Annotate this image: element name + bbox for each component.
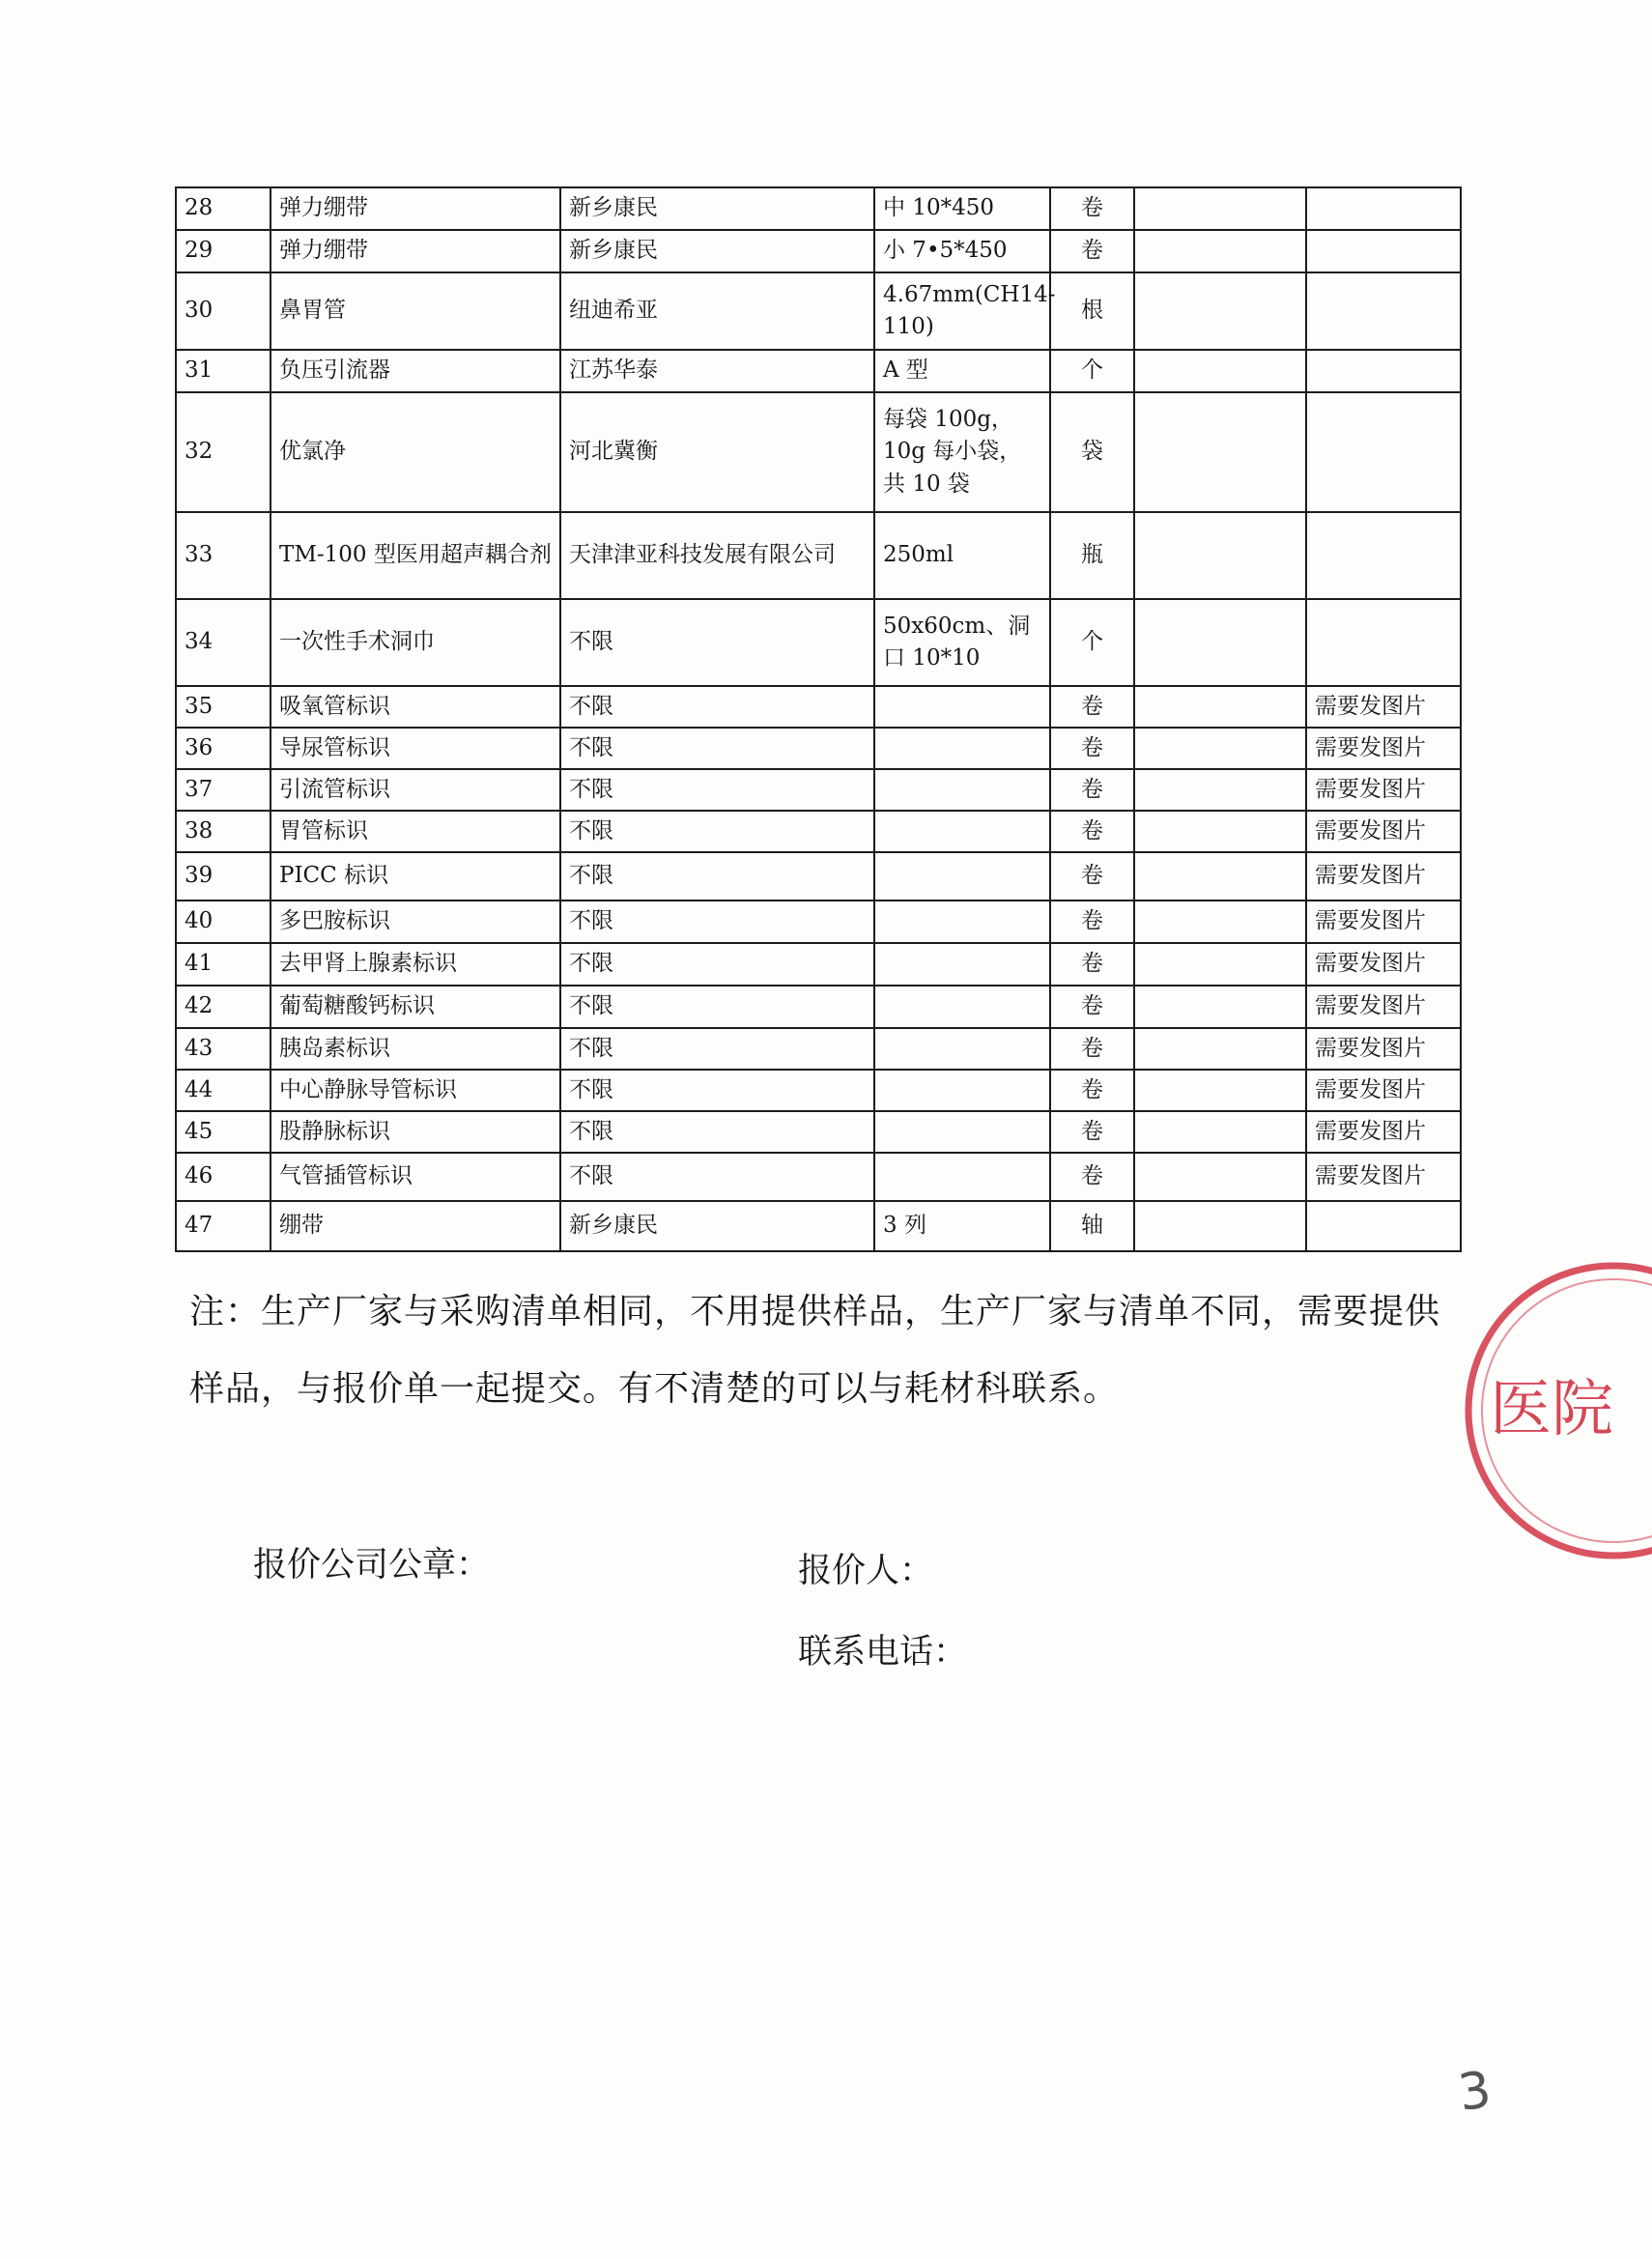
unit: 卷	[1050, 943, 1134, 986]
row-number: 29	[176, 230, 271, 272]
specification	[874, 901, 1050, 943]
manufacturer: 新乡康民	[560, 230, 874, 272]
specification	[874, 1028, 1050, 1070]
item-name: 绷带	[271, 1201, 560, 1251]
specification	[874, 769, 1050, 811]
remark: 需要发图片	[1306, 1111, 1461, 1153]
manufacturer: 不限	[560, 852, 874, 901]
specification	[874, 728, 1050, 769]
price-cell	[1134, 811, 1306, 852]
remark: 需要发图片	[1306, 769, 1461, 811]
remark	[1306, 392, 1461, 512]
manufacturer: 新乡康民	[560, 1201, 874, 1251]
price-cell	[1134, 187, 1306, 230]
row-number: 38	[176, 811, 271, 852]
remark	[1306, 350, 1461, 392]
unit: 卷	[1050, 1111, 1134, 1153]
company-seal-label: 报价公司公章：	[253, 1546, 491, 1585]
table-row	[176, 852, 1461, 901]
specification: 250ml	[874, 512, 1050, 599]
table-row	[176, 1111, 1461, 1153]
unit: 袋	[1050, 392, 1134, 512]
unit: 根	[1050, 272, 1134, 350]
price-cell	[1134, 1201, 1306, 1251]
price-cell	[1134, 986, 1306, 1028]
quoter-label: 报价人：	[798, 1552, 934, 1590]
manufacturer: 天津津亚科技发展有限公司	[560, 512, 874, 599]
price-cell	[1134, 686, 1306, 728]
table-row	[176, 350, 1461, 392]
remark	[1306, 1201, 1461, 1251]
stamp-text: 医院	[1490, 1374, 1613, 1445]
unit: 卷	[1050, 852, 1134, 901]
row-number: 40	[176, 901, 271, 943]
table-row	[176, 1028, 1461, 1070]
table-row	[176, 230, 1461, 272]
unit: 个	[1050, 599, 1134, 686]
manufacturer: 不限	[560, 1028, 874, 1070]
unit: 卷	[1050, 769, 1134, 811]
row-number: 35	[176, 686, 271, 728]
phone-label: 联系电话：	[798, 1633, 968, 1672]
price-cell	[1134, 1111, 1306, 1153]
price-cell	[1134, 230, 1306, 272]
table-row	[176, 599, 1461, 686]
item-name: 葡萄糖酸钙标识	[271, 986, 560, 1028]
table-row	[176, 392, 1461, 512]
price-cell	[1134, 599, 1306, 686]
item-name: 吸氧管标识	[271, 686, 560, 728]
table-row	[176, 272, 1461, 350]
manufacturer: 不限	[560, 728, 874, 769]
item-name: 导尿管标识	[271, 728, 560, 769]
materials-table	[175, 186, 1462, 1252]
row-number: 39	[176, 852, 271, 901]
price-cell	[1134, 1028, 1306, 1070]
item-name: 优氯净	[271, 392, 560, 512]
manufacturer: 纽迪希亚	[560, 272, 874, 350]
manufacturer: 不限	[560, 599, 874, 686]
row-number: 41	[176, 943, 271, 986]
table-row	[176, 943, 1461, 986]
row-number: 36	[176, 728, 271, 769]
page-number: 3	[1454, 2060, 1495, 2124]
remark: 需要发图片	[1306, 901, 1461, 943]
item-name: 中心静脉导管标识	[271, 1070, 560, 1111]
item-name: TM-100 型医用超声耦合剂	[271, 512, 560, 599]
price-cell	[1134, 272, 1306, 350]
manufacturer: 不限	[560, 1111, 874, 1153]
specification: 中 10*450	[874, 187, 1050, 230]
price-cell	[1134, 728, 1306, 769]
remark	[1306, 187, 1461, 230]
remark	[1306, 512, 1461, 599]
table-row	[176, 728, 1461, 769]
row-number: 37	[176, 769, 271, 811]
table-row	[176, 1153, 1461, 1201]
item-name: PICC 标识	[271, 852, 560, 901]
item-name: 气管插管标识	[271, 1153, 560, 1201]
specification: 小 7•5*450	[874, 230, 1050, 272]
specification: 3 列	[874, 1201, 1050, 1251]
price-cell	[1134, 852, 1306, 901]
specification	[874, 943, 1050, 986]
specification	[874, 686, 1050, 728]
table-row	[176, 512, 1461, 599]
remark: 需要发图片	[1306, 1028, 1461, 1070]
specification	[874, 1111, 1050, 1153]
item-name: 去甲肾上腺素标识	[271, 943, 560, 986]
item-name: 弹力绷带	[271, 187, 560, 230]
specification: 4.67mm(CH14-110)	[874, 272, 1050, 350]
table-row	[176, 769, 1461, 811]
unit: 卷	[1050, 811, 1134, 852]
unit: 卷	[1050, 686, 1134, 728]
specification: 每袋 100g，10g 每小袋，共 10 袋	[874, 392, 1050, 512]
unit: 卷	[1050, 728, 1134, 769]
unit: 卷	[1050, 230, 1134, 272]
row-number: 47	[176, 1201, 271, 1251]
row-number: 28	[176, 187, 271, 230]
remark: 需要发图片	[1306, 852, 1461, 901]
stamp-seal-icon	[1420, 1275, 1652, 1565]
unit: 卷	[1050, 986, 1134, 1028]
row-number: 30	[176, 272, 271, 350]
item-name: 引流管标识	[271, 769, 560, 811]
price-cell	[1134, 901, 1306, 943]
manufacturer: 江苏华泰	[560, 350, 874, 392]
price-cell	[1134, 350, 1306, 392]
manufacturer: 不限	[560, 1070, 874, 1111]
unit: 轴	[1050, 1201, 1134, 1251]
row-number: 34	[176, 599, 271, 686]
item-name: 鼻胃管	[271, 272, 560, 350]
unit: 卷	[1050, 187, 1134, 230]
table-row	[176, 901, 1461, 943]
specification	[874, 852, 1050, 901]
specification	[874, 811, 1050, 852]
remark: 需要发图片	[1306, 986, 1461, 1028]
price-cell	[1134, 769, 1306, 811]
item-name: 股静脉标识	[271, 1111, 560, 1153]
item-name: 负压引流器	[271, 350, 560, 392]
manufacturer: 河北冀衡	[560, 392, 874, 512]
manufacturer: 不限	[560, 943, 874, 986]
row-number: 43	[176, 1028, 271, 1070]
price-cell	[1134, 943, 1306, 986]
row-number: 44	[176, 1070, 271, 1111]
item-name: 胃管标识	[271, 811, 560, 852]
manufacturer: 不限	[560, 1153, 874, 1201]
hospital-stamp	[1420, 1275, 1652, 1565]
unit: 卷	[1050, 1028, 1134, 1070]
item-name: 一次性手术洞巾	[271, 599, 560, 686]
remark: 需要发图片	[1306, 728, 1461, 769]
table-row	[176, 986, 1461, 1028]
remark	[1306, 230, 1461, 272]
manufacturer: 不限	[560, 986, 874, 1028]
table-row	[176, 187, 1461, 230]
remark: 需要发图片	[1306, 811, 1461, 852]
specification	[874, 1153, 1050, 1201]
table-row	[176, 686, 1461, 728]
unit: 卷	[1050, 901, 1134, 943]
table-row	[176, 1070, 1461, 1111]
specification	[874, 1070, 1050, 1111]
manufacturer: 不限	[560, 769, 874, 811]
manufacturer: 新乡康民	[560, 187, 874, 230]
remark	[1306, 272, 1461, 350]
row-number: 32	[176, 392, 271, 512]
table-row	[176, 811, 1461, 852]
table-row	[176, 1201, 1461, 1251]
table-body	[176, 187, 1461, 1251]
price-cell	[1134, 1153, 1306, 1201]
row-number: 45	[176, 1111, 271, 1153]
item-name: 胰岛素标识	[271, 1028, 560, 1070]
unit: 瓶	[1050, 512, 1134, 599]
remark	[1306, 599, 1461, 686]
item-name: 弹力绷带	[271, 230, 560, 272]
specification	[874, 986, 1050, 1028]
item-name: 多巴胺标识	[271, 901, 560, 943]
row-number: 42	[176, 986, 271, 1028]
remark: 需要发图片	[1306, 686, 1461, 728]
price-cell	[1134, 1070, 1306, 1111]
remark: 需要发图片	[1306, 1153, 1461, 1201]
row-number: 33	[176, 512, 271, 599]
specification: A 型	[874, 350, 1050, 392]
row-number: 46	[176, 1153, 271, 1201]
price-cell	[1134, 512, 1306, 599]
unit: 个	[1050, 350, 1134, 392]
price-cell	[1134, 392, 1306, 512]
unit: 卷	[1050, 1153, 1134, 1201]
note-text: 注：生产厂家与采购清单相同，不用提供样品，生产厂家与清单不同，需要提供样品，与报价单一起提交。有不清楚的可以与耗材科联系。	[189, 1292, 1441, 1409]
manufacturer: 不限	[560, 811, 874, 852]
unit: 卷	[1050, 1070, 1134, 1111]
specification: 50x60cm、洞口 10*10	[874, 599, 1050, 686]
remark: 需要发图片	[1306, 943, 1461, 986]
row-number: 31	[176, 350, 271, 392]
manufacturer: 不限	[560, 686, 874, 728]
remark: 需要发图片	[1306, 1070, 1461, 1111]
manufacturer: 不限	[560, 901, 874, 943]
